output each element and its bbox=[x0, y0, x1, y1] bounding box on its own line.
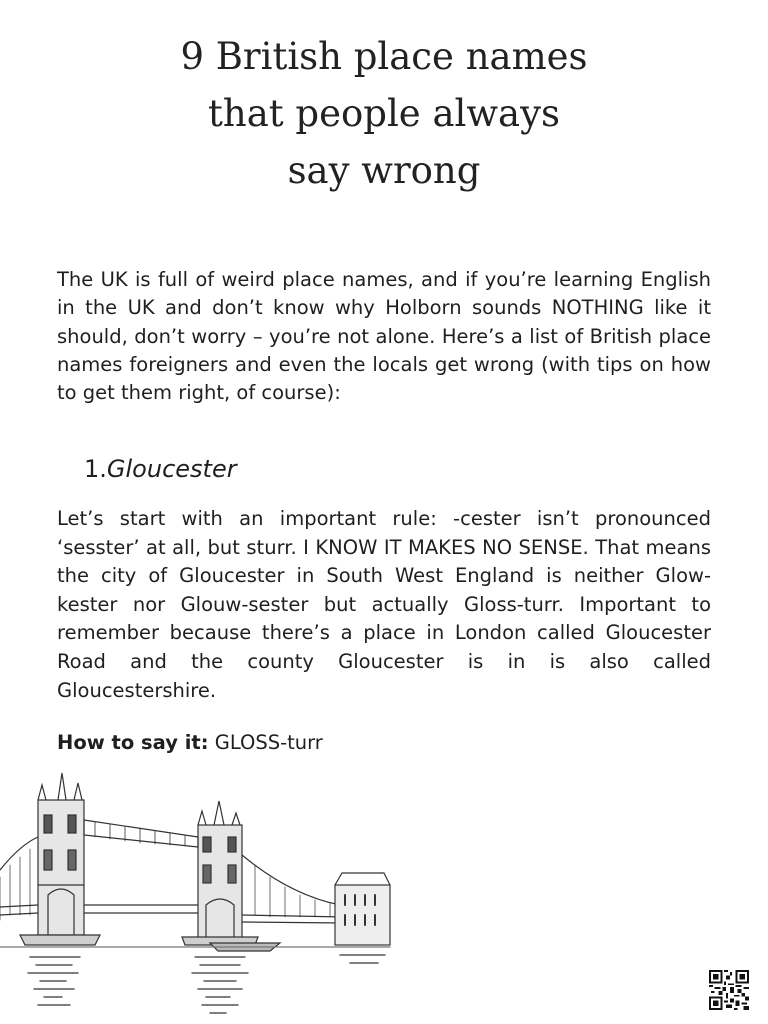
pronunciation-label: How to say it: bbox=[57, 731, 209, 754]
title-line: that people always bbox=[208, 92, 560, 135]
qr-code bbox=[709, 970, 749, 1010]
intro-paragraph: The UK is full of weird place names, and if you’re learning English in the UK and don’t know why Holborn sounds NOTHING like it should, don’t worry – you’re not alone. Here’s a list of British place names foreigners and even the locals get wrong (with tips on how to get them right, of course): bbox=[57, 268, 711, 405]
section-body: Let’s start with an important rule: -cester isn’t pronounced ‘sesster’ at all, but sturr. I KNOW IT MAKES NO SENSE. That means the city of Gloucester in South West England is neither Glow-kester nor Glouw-sester but actually Gloss-turr. Important to remember because there’s a place in London called Gloucester Road and the county Gloucester is in is also called Gloucestershire. bbox=[57, 507, 711, 702]
tower-bridge-sketch bbox=[0, 765, 400, 1020]
section-name: Gloucester bbox=[106, 455, 237, 483]
pronunciation-tip bbox=[57, 731, 323, 754]
section-heading bbox=[84, 455, 237, 483]
title-line: say wrong bbox=[287, 149, 481, 192]
section-number: 1. bbox=[84, 455, 107, 483]
title-line: 9 British place names bbox=[180, 35, 588, 78]
page-title bbox=[0, 28, 768, 199]
pronunciation-value: GLOSS-turr bbox=[214, 731, 323, 754]
